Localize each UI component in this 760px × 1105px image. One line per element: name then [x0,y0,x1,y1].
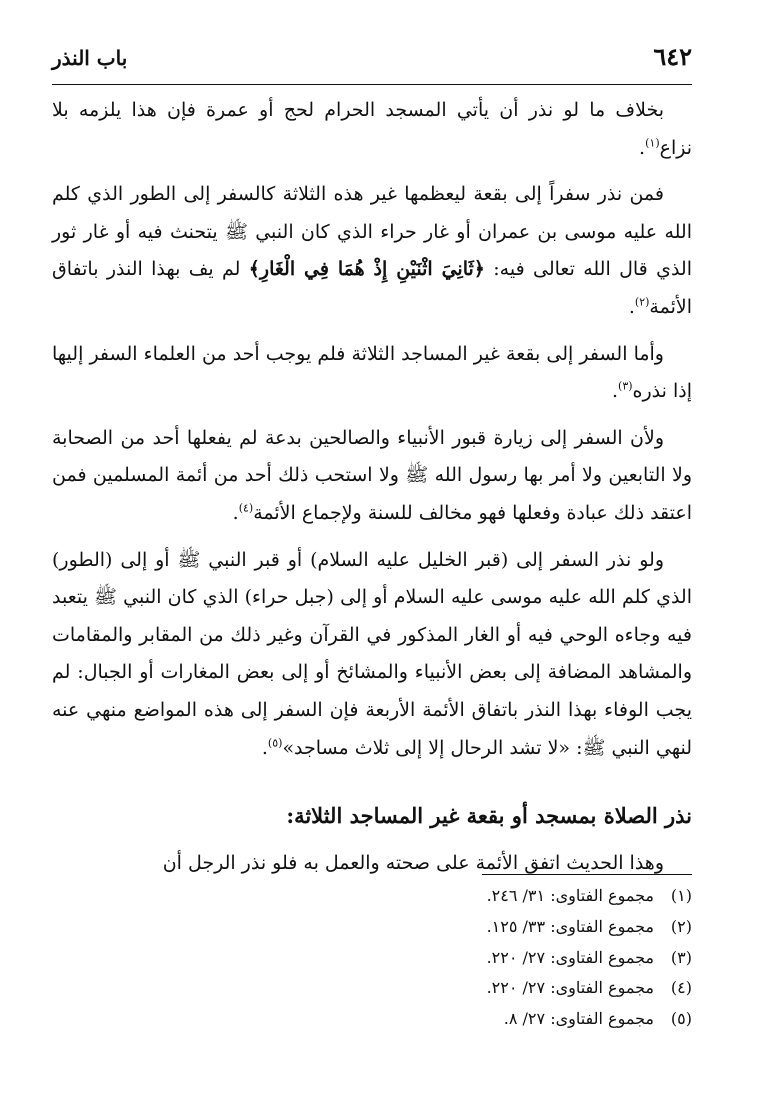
paragraph-punctuation: . [261,736,268,759]
quran-verse: ﴿ثَانِيَ اثْنَيْنِ إِذْ هُمَا فِي الْغَارِ﴾ [248,258,485,281]
footnote-ref-5: (٥) [267,736,283,750]
footnote-text: مجموع الفتاوى: ٢٧/ ٢٢٠. [486,978,654,998]
footnote-number: (٢) [670,916,692,936]
paragraph-3 [52,336,692,411]
footnote-ref-4: (٤) [238,501,254,515]
footnote-text: مجموع الفتاوى: ٣١/ ٢٤٦. [486,886,654,905]
section-paragraph: وهذا الحديث اتفق الأئمة على صحته والعمل به فلو نذر الرجل أن [162,851,664,874]
paragraph-2 [52,176,692,326]
footnote-text: مجموع الفتاوى: ٢٧/ ٢٢٠. [486,947,654,967]
header-divider [52,84,692,85]
footnote-text: مجموع الفتاوى: ٢٧/ ٨. [503,1009,654,1029]
paragraph-punctuation: . [611,380,619,403]
paragraph-5 [52,542,692,768]
paragraph-text: وأما السفر إلى بقعة غير المساجد الثلاثة فلم يوجب أحد من العلماء السفر إليها إذا نذره [52,342,692,403]
footnote-ref-2: (٢) [634,295,650,309]
paragraph-punctuation: . [232,501,239,524]
section-heading: نذر الصلاة بمسجد أو بقعة غير المساجد الثلاثة: [286,803,692,829]
paragraph-punctuation: . [639,136,646,159]
footnote-item [292,912,692,943]
paragraph-text: لم يف بهذا النذر باتفاق الأئمة [52,258,692,318]
footnotes [292,881,692,1035]
footnote-number: (١) [670,886,692,905]
paragraph-text: ولو نذر السفر إلى (قبر الخليل عليه السلام) أو قبر النبي ﷺ أو إلى (الطور) الذي كلم الله عليه موسى عليه السلام أو إلى (جبل حراء) الذي كان النبي ﷺ يتعبد فيه وجاءه الوحي فيه أو الغار المذكور في القرآن وغير ذلك من المقابر والمقامات والمشاهد المضافة إلى بعض الأنبياء والمشائخ أو إلى بعض المغارات أو الجبال: لم يجب الوفاء بهذا النذر باتفاق الأئمة الأربعة فإن السفر إلى هذه المواضع منهي عنه لنهي النبي ﷺ: «لا تشد الرحال إلا إلى ثلاث مساجد» [52,548,692,759]
footnote-text: مجموع الفتاوى: ٣٣/ ١٢٥. [486,916,654,936]
paragraph-4 [52,420,692,533]
footnote-divider [482,874,692,875]
footnote-item [292,973,692,1004]
footnote-number: (٥) [670,1009,692,1029]
page-number: ٦٤٢ [653,42,692,71]
main-text [52,92,692,882]
page-header [52,40,692,80]
paragraph-text: فمن نذر سفراً إلى بقعة ليعظمها غير هذه الثلاثة كالسفر إلى الطور الذي كلم الله عليه موسى بن عمران أو غار حراء الذي كان النبي ﷺ يتحنث فيه أو غار ثور الذي قال الله تعالى فيه: [52,183,692,281]
footnote-item [292,943,692,974]
running-title: باب النذر [52,46,128,70]
paragraph-text: بخلاف ما لو نذر أن يأتي المسجد الحرام لحج أو عمرة فإن هذا يلزمه بلا نزاع [52,99,692,159]
footnote-number: (٤) [670,978,692,998]
footnote-ref-3: (٣) [618,379,633,393]
paragraph-punctuation: . [628,295,635,318]
footnote-number: (٣) [670,947,692,967]
footnote-ref-1: (١) [645,136,660,150]
paragraph-1 [52,92,692,167]
footnote-item [292,1004,692,1035]
footnote-item [292,881,692,912]
paragraph-text: ولأن السفر إلى زيارة قبور الأنبياء والصالحين بدعة لم يفعلها أحد من الصحابة ولا التابعين ولا أمر بها رسول الله ﷺ ولا استحب ذلك أحد من أئمة المسلمين فمن اعتقد ذلك عبادة وفعلها فهو مخالف للسنة ولإجماع الأئمة [52,426,692,524]
